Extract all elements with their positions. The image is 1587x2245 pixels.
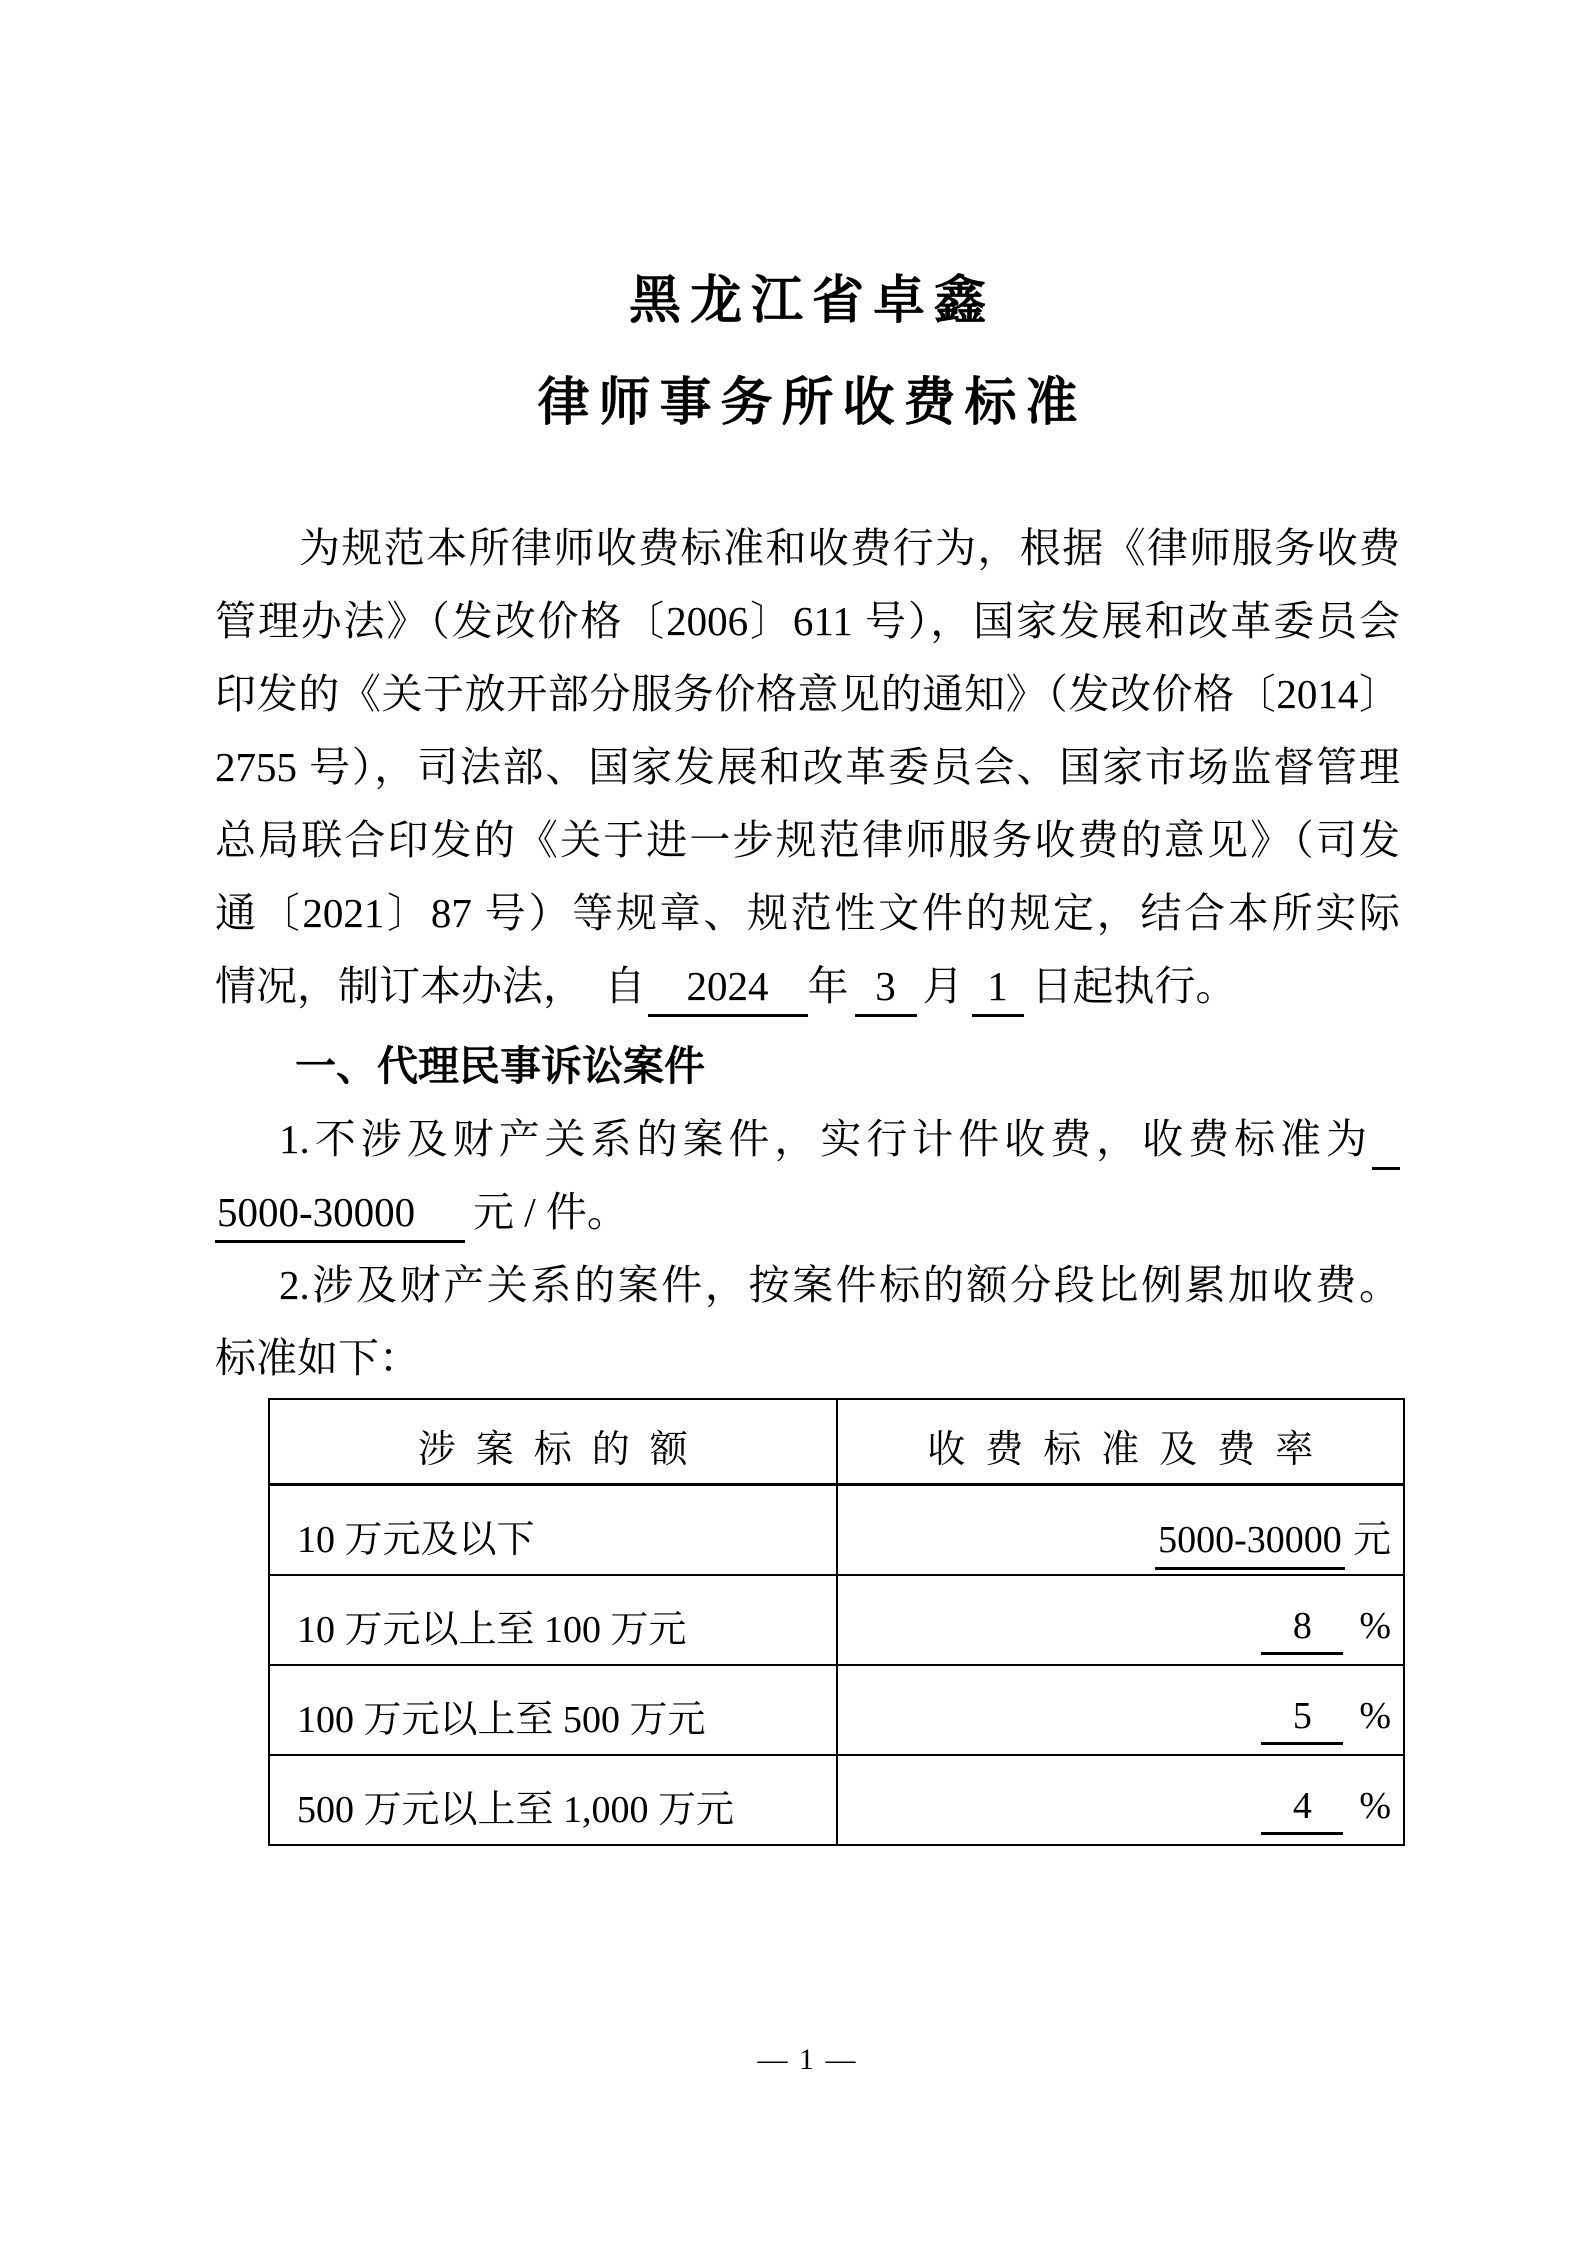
item2-line1: 2.涉及财产关系的案件，按案件标的额分段比例累加收费。 <box>279 1262 1400 1308</box>
intro-line: 2755 号），司法部、国家发展和改革委员会、国家市场监督管理 <box>215 744 1400 790</box>
month-blank: 3 <box>855 964 917 1017</box>
intro-line: 通〔2021〕87 号）等规章、规范性文件的规定，结合本所实际 <box>215 890 1400 936</box>
intro-paragraph <box>215 512 1400 1395</box>
day-blank: 1 <box>972 964 1024 1017</box>
item1-line2 <box>215 1176 1400 1249</box>
row-label: 10 万元以上至 100 万元 <box>269 1575 837 1665</box>
table-header-amount: 涉案标的额 <box>269 1399 837 1485</box>
fee-suffix: % <box>1359 1694 1391 1737</box>
effective-date-line <box>215 950 1400 1023</box>
fee-blank: 8 <box>1261 1606 1343 1656</box>
table-row <box>269 1665 1404 1755</box>
year-blank: 2024 <box>648 964 808 1017</box>
intro-line: 印发的《关于放开部分服务价格意见的通知》（发改价格〔2014〕 <box>215 671 1400 717</box>
page-number: — 1 — <box>757 2043 858 2076</box>
item2-line2: 标准如下： <box>215 1335 420 1381</box>
row-label: 10 万元及以下 <box>269 1485 837 1576</box>
fee-table <box>268 1398 1405 1846</box>
table-header-row <box>269 1399 1404 1485</box>
day-label: 日起执行。 <box>1031 963 1237 1009</box>
month-label: 月 <box>922 963 964 1009</box>
fee-suffix: % <box>1359 1784 1391 1827</box>
section-heading: 一、代理民事诉讼案件 <box>295 1043 705 1089</box>
row-value <box>837 1485 1405 1576</box>
blank-stub <box>1372 1156 1400 1170</box>
intro-line: 总局联合印发的《关于进一步规范律师服务收费的意见》（司发 <box>215 817 1400 863</box>
fee-blank: 4 <box>1261 1786 1343 1836</box>
fee-blank: 5 <box>1261 1696 1343 1746</box>
intro-line: 管理办法》（发改价格〔2006〕611 号），国家发展和改革委员会 <box>215 598 1400 644</box>
row-value <box>837 1665 1405 1755</box>
row-label: 100 万元以上至 500 万元 <box>269 1665 837 1755</box>
title-line-1: 黑龙江省卓鑫 <box>628 273 995 330</box>
item1-line1 <box>215 1103 1400 1176</box>
row-value <box>837 1575 1405 1665</box>
fee-suffix: 元 <box>1352 1519 1391 1561</box>
document-title <box>215 264 1400 442</box>
table-row <box>269 1485 1404 1576</box>
table-row <box>269 1755 1404 1845</box>
date-line-prefix: 情况，制订本办法， 自 <box>215 963 646 1009</box>
row-value <box>837 1755 1405 1845</box>
table-row <box>269 1575 1404 1665</box>
title-line-2: 律师事务所收费标准 <box>537 375 1087 432</box>
intro-line: 为规范本所律师收费标准和收费行为，根据《律师服务收费 <box>299 525 1400 571</box>
item1-suffix: 元 / 件。 <box>473 1189 628 1235</box>
fee-suffix: % <box>1359 1604 1391 1647</box>
text-column <box>215 0 1400 1395</box>
item1-fee-blank: 5000-30000 <box>215 1190 465 1243</box>
fee-blank: 5000-30000 <box>1155 1520 1345 1570</box>
row-label: 500 万元以上至 1,000 万元 <box>269 1755 837 1845</box>
item1-text: 1.不涉及财产关系的案件，实行计件收费，收费标准为 <box>279 1116 1372 1162</box>
table-header-rate: 收费标准及费率 <box>837 1399 1405 1485</box>
year-label: 年 <box>807 963 849 1009</box>
